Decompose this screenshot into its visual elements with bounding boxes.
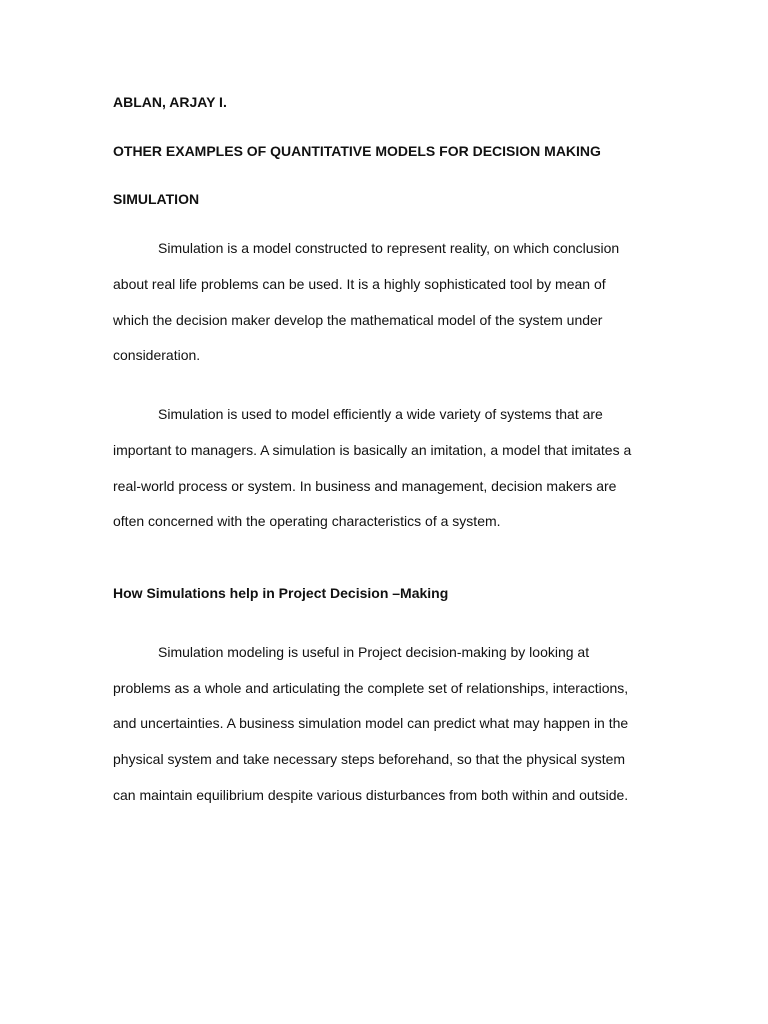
paragraph-line: consideration. [113,347,201,363]
paragraph-line: about real life problems can be used. It is a highly sophisticated tool by mean of [113,276,606,292]
paragraph-line: Simulation is a model constructed to represent reality, on which conclusion [158,240,620,256]
subheading: How Simulations help in Project Decision –Making [113,585,449,601]
paragraph-line: problems as a whole and articulating the complete set of relationships, interactions, [113,680,629,696]
author-name: ABLAN, ARJAY I. [113,94,227,110]
paragraph-line: physical system and take necessary steps beforehand, so that the physical system [113,751,626,767]
paragraph-line: real-world process or system. In business and management, decision makers are [113,478,617,494]
document-title: OTHER EXAMPLES OF QUANTITATIVE MODELS FOR DECISION MAKING [113,143,601,159]
paragraph-line: can maintain equilibrium despite various disturbances from both within and outside. [113,787,629,803]
paragraph-line: Simulation modeling is useful in Project decision-making by looking at [158,644,590,660]
paragraph-line: which the decision maker develop the mathematical model of the system under [113,312,603,328]
paragraph-line: often concerned with the operating characteristics of a system. [113,513,501,529]
paragraph-line: and uncertainties. A business simulation model can predict what may happen in the [113,715,629,731]
paragraph-line: important to managers. A simulation is basically an imitation, a model that imitates a [113,442,632,458]
paragraph-line: Simulation is used to model efficiently a wide variety of systems that are [158,406,603,422]
section-heading: SIMULATION [113,191,200,207]
